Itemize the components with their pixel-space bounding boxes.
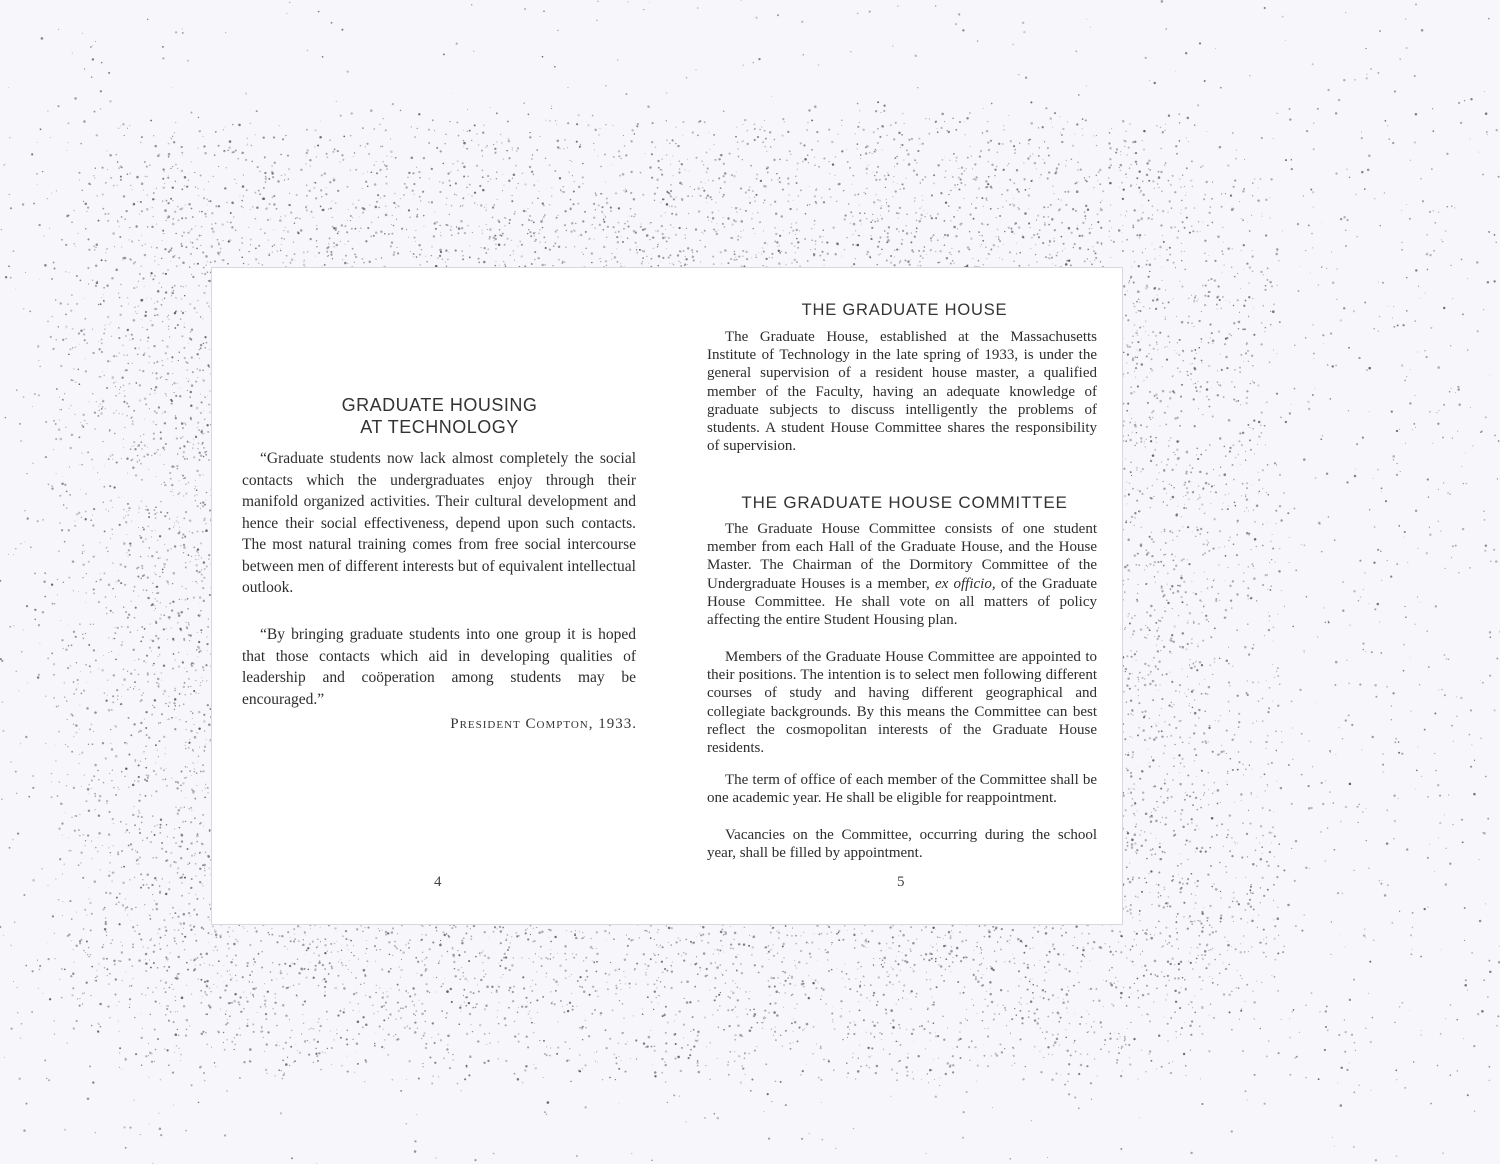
left-page [212,268,667,924]
compton-quote-paragraph-1: “Graduate students now lack almost completely the social contacts which the undergraduates enjoy through their manifold organized activities. Their cultural development and hence their social effectiveness, depend upon such contacts. The most natural training comes from free social intercourse between men of different interests but of equivalent intellectual outlook. [242,450,636,596]
page-number-right: 5 [897,874,905,890]
committee-paragraph-1-text-b: of the Graduate House Committee. He shall vote on all matters of policy affecting the entire Student Housing plan. [707,575,1097,629]
graduate-house-heading: THE GRADUATE HOUSE [801,301,1008,319]
left-heading-line-1: GRADUATE HOUSING [341,395,538,415]
committee-paragraph-1 [707,520,1097,629]
committee-paragraph-3: The term of office of each member of the Committee shall be one academic year. He shall be eligible for reappointment. [707,772,1097,807]
committee-paragraph-1-text-a: The Graduate House Committee consists of one student member from each Hall of the Graduate House, and the House Master. The Chairman of the Dormitory Committee of the Undergraduate Houses is a member, [707,521,1097,592]
committee-heading: THE GRADUATE HOUSE COMMITTEE [741,493,1068,512]
left-heading-line-2: AT TECHNOLOGY [360,417,519,437]
graduate-house-paragraph: The Graduate House, established at the Massachusetts Institute of Technology in the late spring of 1933, is under the general supervision of a resident house master, a qualified member of the Faculty, having an adequate knowledge of graduate subjects to discuss intelligently the problems of students. A student House Committee shares the responsibility of supervision. [707,329,1097,455]
committee-paragraph-4: Vacancies on the Committee, occurring during the school year, shall be filled by appointment. [707,827,1097,862]
committee-paragraph-2: Members of the Graduate House Committee are appointed to their positions. The intention is to select men following different courses of study and having different geographical and collegiate backgrounds. By this means the Committee can best reflect the cosmopolitan interests of the Graduate House residents. [707,649,1097,757]
ex-officio-italic: ex officio, [934,575,996,592]
compton-quote-paragraph-2: “By bringing graduate students into one group it is hoped that those contacts which aid in developing qualities of leadership and coöperation among students may be encouraged.” [242,626,636,708]
left-page-heading [242,394,637,438]
right-page [667,268,1122,924]
quote-attribution: President Compton, 1933. [450,716,637,732]
booklet-spread [212,268,1122,924]
page-number-left: 4 [434,874,442,890]
